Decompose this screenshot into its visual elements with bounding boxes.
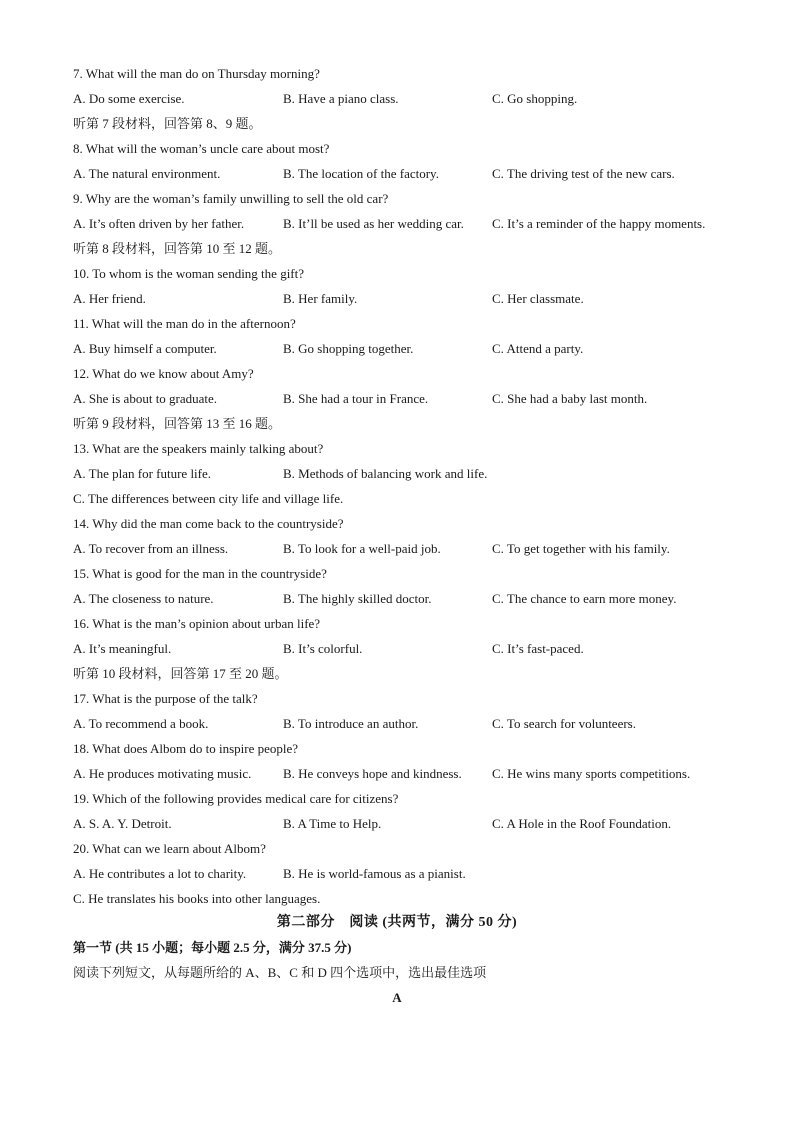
option-a: A. The closeness to nature. [73,591,214,606]
option-c: C. To search for volunteers. [492,716,636,731]
option-c: C. Attend a party. [492,341,584,356]
option-b: B. She had a tour in France. [283,391,429,406]
options-20 [73,866,773,882]
option-c: C. To get together with his family. [492,541,670,556]
option-a: A. To recover from an illness. [73,541,229,556]
options-9 [73,216,773,232]
question-10: 10. To whom is the woman sending the gift? [73,266,305,281]
option-a: A. Buy himself a computer. [73,341,217,356]
option-b: B. To look for a well-paid job. [283,541,441,556]
question-14: 14. Why did the man come back to the countryside? [73,516,344,531]
option-c: C. She had a baby last month. [492,391,648,406]
option-a: A. It’s meaningful. [73,641,172,656]
option-b: B. He is world-famous as a pianist. [283,866,466,881]
option-a: A. It’s often driven by her father. [73,216,245,231]
question-9: 9. Why are the woman’s family unwilling to sell the old car? [73,191,389,206]
options-17 [73,716,773,732]
section-instruction-8: 听第 8 段材料，回答第 10 至 12 题。 [73,241,282,256]
options-16 [73,641,773,657]
option-c: C. He wins many sports competitions. [492,766,691,781]
option-a: A. She is about to graduate. [73,391,218,406]
option-c: C. It’s fast-paced. [492,641,584,656]
section-instruction-10: 听第 10 段材料，回答第 17 至 20 题。 [73,666,288,681]
section-instruction-7: 听第 7 段材料，回答第 8、9 题。 [73,116,262,131]
subsection-title: 第一节 (共 15 小题；每小题 2.5 分，满分 37.5 分) [73,940,352,955]
question-16: 16. What is the man’s opinion about urban life? [73,616,321,631]
option-c: C. He translates his books into other languages. [73,891,321,906]
option-a: A. He contributes a lot to charity. [73,866,247,881]
options-10 [73,291,773,307]
question-15: 15. What is good for the man in the countryside? [73,566,327,581]
options-19 [73,816,773,832]
passage-label: A [392,990,402,1005]
option-c: C. The chance to earn more money. [492,591,677,606]
option-b: B. A Time to Help. [283,816,382,831]
question-18: 18. What does Albom do to inspire people? [73,741,299,756]
option-b: B. The highly skilled doctor. [283,591,432,606]
option-b: B. The location of the factory. [283,166,439,181]
question-17: 17. What is the purpose of the talk? [73,691,258,706]
part-two-title: 第二部分 阅读 (共两节，满分 50 分) [276,915,518,930]
question-8: 8. What will the woman’s uncle care about most? [73,141,330,156]
options-12 [73,391,773,407]
option-c: C. A Hole in the Roof Foundation. [492,816,672,831]
option-a: A. The natural environment. [73,166,221,181]
option-c: C. The driving test of the new cars. [492,166,675,181]
option-b: B. Methods of balancing work and life. [283,466,488,481]
question-19: 19. Which of the following provides medical care for citizens? [73,791,399,806]
option-a: A. Her friend. [73,291,146,306]
option-b: B. Go shopping together. [283,341,414,356]
option-b: B. He conveys hope and kindness. [283,766,462,781]
options-13 [73,466,773,482]
option-a: A. The plan for future life. [73,466,212,481]
option-a: A. He produces motivating music. [73,766,252,781]
question-20: 20. What can we learn about Albom? [73,841,266,856]
question-13: 13. What are the speakers mainly talking about? [73,441,324,456]
reading-instruction: 阅读下列短文，从每题所给的 A、B、C 和 D 四个选项中，选出最佳选项 [73,965,487,980]
option-b: B. To introduce an author. [283,716,419,731]
option-a: A. S. A. Y. Detroit. [73,816,172,831]
options-11 [73,341,773,357]
options-7 [73,91,773,107]
option-b: B. Have a piano class. [283,91,399,106]
question-11: 11. What will the man do in the afternoon? [73,316,296,331]
options-14 [73,541,773,557]
option-c: C. The differences between city life and village life. [73,491,344,506]
question-7: 7. What will the man do on Thursday morning? [73,66,320,81]
options-15 [73,591,773,607]
option-a: A. Do some exercise. [73,91,185,106]
question-12: 12. What do we know about Amy? [73,366,254,381]
option-b: B. Her family. [283,291,358,306]
options-8 [73,166,773,182]
option-a: A. To recommend a book. [73,716,209,731]
section-instruction-9: 听第 9 段材料，回答第 13 至 16 题。 [73,416,282,431]
option-c: C. Go shopping. [492,91,578,106]
option-c: C. It’s a reminder of the happy moments. [492,216,706,231]
options-18 [73,766,773,782]
option-b: B. It’ll be used as her wedding car. [283,216,464,231]
option-b: B. It’s colorful. [283,641,363,656]
option-c: C. Her classmate. [492,291,584,306]
